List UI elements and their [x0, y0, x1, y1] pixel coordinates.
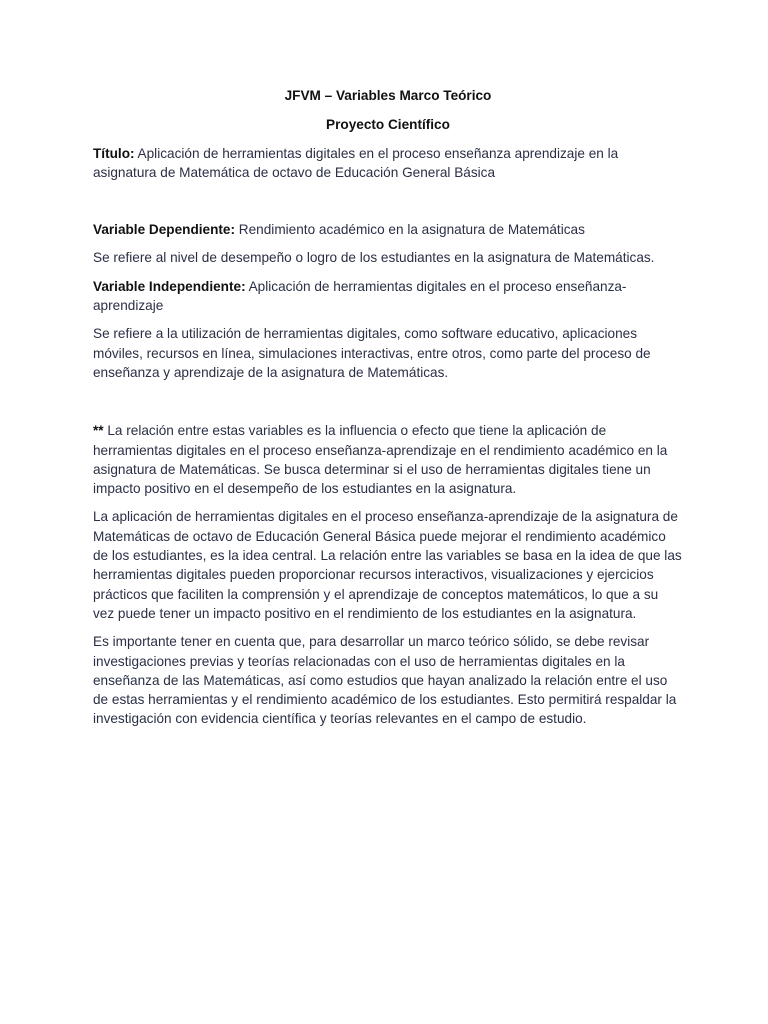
relacion-paragraph	[93, 421, 683, 498]
variable-dependiente-paragraph	[93, 220, 683, 239]
spacer	[93, 391, 683, 421]
variable-independiente-description: Se refiere a la utilización de herramientas digitales, como software educativo, aplicaciones móviles, recursos en línea, simulaciones interactivas, entre otros, como parte del proceso de enseñanza y aprendizaje de la asignatura de Matemáticas.	[93, 326, 651, 380]
titulo-text: Aplicación de herramientas digitales en el proceso enseñanza aprendizaje en la asignatura de Matemática de octavo de Educación General Básica	[93, 145, 619, 180]
variable-dependiente-description: Se refiere al nivel de desempeño o logro de los estudiantes en la asignatura de Matemáticas.	[93, 250, 655, 266]
document-subtitle: Proyecto Científico	[326, 117, 450, 133]
titulo-label: Título:	[93, 145, 135, 161]
variable-independiente-text: Aplicación de herramientas digitales en el proceso enseñanza-aprendizaje	[93, 278, 627, 314]
idea-central-paragraph: La aplicación de herramientas digitales en el proceso enseñanza-aprendizaje de la asignatura de Matemáticas de octavo de Educación General Básica puede mejorar el rendimiento académico de los estudiantes, es la idea central. La relación entre las variables se basa en la idea de que las herramientas digitales pueden proporcionar recursos interactivos, visualizaciones y ejercicios prácticos que faciliten la comprensión y el aprendizaje de conceptos matemáticos, lo que a su vez puede tener un impacto positivo en el rendimiento de los estudiantes en la asignatura.	[93, 509, 682, 621]
marco-teorico-paragraph: Es importante tener en cuenta que, para desarrollar un marco teórico sólido, se debe revisar investigaciones previas y teorías relacionadas con el uso de herramientas digitales en la enseñanza de las Matemáticas, así como estudios que hayan analizado la relación entre el uso de estas herramientas y el rendimiento académico de los estudiantes. Esto permitirá respaldar la investigación con evidencia científica y teorías relevantes en el campo de estudio.	[93, 634, 677, 727]
relacion-marker: **	[93, 423, 104, 439]
relacion-text: La relación entre estas variables es la influencia o efecto que tiene la aplicación de herramientas digitales en el proceso enseñanza-aprendizaje en el rendimiento académico en la asignatura de Matemáticas. Se busca determinar si el uso de herramientas digitales tiene un impacto positivo en el desempeño de los estudiantes en la asignatura.	[93, 423, 668, 497]
titulo-paragraph	[93, 144, 683, 183]
variable-dependiente-label: Variable Dependiente:	[93, 222, 236, 238]
variable-independiente-paragraph	[93, 277, 683, 316]
document-title: JFVM – Variables Marco Teórico	[284, 88, 492, 103]
document-page	[93, 86, 683, 738]
spacer	[93, 191, 683, 220]
variable-dependiente-text: Rendimiento académico en la asignatura de Matemáticas	[235, 222, 585, 238]
variable-independiente-label: Variable Independiente:	[93, 278, 246, 294]
